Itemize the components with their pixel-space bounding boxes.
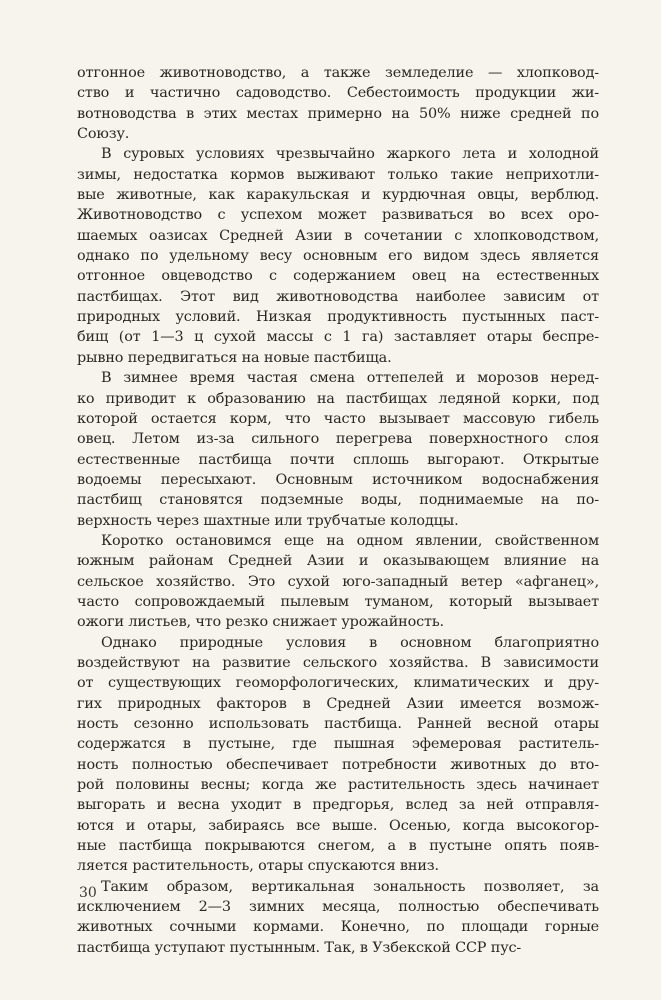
text-line: выгорать и весна уходит в предгорья, вслед за ней отправля- [77, 797, 599, 814]
text-line: от существующих геоморфологических, климатических и дру- [77, 675, 599, 692]
text-line: естественные пастбища почти сплошь выгорают. Открытые [77, 451, 599, 468]
paragraph [77, 144, 599, 368]
paragraph [77, 633, 599, 877]
text-line: отгонное животноводство, а также земледелие — хлопковод- [77, 65, 599, 81]
text-line: ность сезонно использовать пастбища. Ранней весной отары [77, 716, 599, 732]
text-line: шаемых оазисах Средней Азии в сочетании с хлопководством, [77, 227, 599, 244]
text-line: природных условий. Низкая продуктивность пустынных паст- [77, 309, 599, 326]
page-number: 30 [79, 885, 97, 901]
text-line: пастбищ становятся подземные воды, поднимаемые на по- [77, 492, 599, 509]
text-line: бищ (от 1—3 ц сухой массы с 1 га) заставляет отары беспре- [77, 329, 599, 346]
text-line: ность полностью обеспечивает потребности животных до вто- [77, 756, 599, 773]
text-line: гих природных факторов в Средней Азии имеется возмож- [77, 695, 599, 712]
text-line: рой половины весны; когда же растительность здесь начинает [77, 777, 599, 794]
paragraph [77, 63, 599, 144]
text-line: вые животные, как каракульская и курдючная овцы, верблюд. [77, 187, 599, 204]
text-line: В зимнее время частая смена оттепелей и морозов неред- [101, 370, 599, 387]
text-line: отгонное овцеводство с содержанием овец на естественных [77, 268, 599, 285]
text-line: Однако природные условия в основном благоприятно [101, 634, 599, 651]
text-line: рывно передвигаться на новые пастбища. [77, 349, 392, 366]
text-line: Союзу. [77, 126, 130, 143]
paragraph [77, 368, 599, 531]
text-line: ные пастбища покрываются снегом, а в пустыне опять появ- [77, 838, 599, 855]
text-line: содержатся в пустыне, где пышная эфемеровая раститель- [77, 736, 599, 753]
text-line: южным районам Средней Азии и оказывающем влияние на [77, 553, 599, 570]
text-line: ко приводит к образованию на пастбищах ледяной корки, под [77, 390, 599, 407]
text-line: сельское хозяйство. Это сухой юго-западный ветер «афганец», [77, 573, 599, 590]
text-line: овец. Летом из-за сильного перегрева поверхностного слоя [77, 431, 599, 448]
text-line: Таким образом, вертикальная зональность позволяет, за [101, 878, 599, 895]
text-line: пастбища уступают пустынным. Так, в Узбекской ССР пус- [77, 939, 522, 956]
paragraph [77, 531, 599, 633]
text-line: ожоги листьев, что резко снижает урожайность. [77, 614, 444, 631]
text-line: ются и отары, забираясь все выше. Осенью, когда высокогор- [77, 817, 599, 834]
text-line: исключением 2—3 зимних месяца, полностью обеспечивать [77, 899, 599, 916]
text-line: водоемы пересыхают. Основным источником водоснабжения [77, 471, 599, 488]
text-line: которой остается корм, что часто вызывает массовую гибель [77, 410, 599, 427]
body-text [77, 63, 599, 958]
text-line: ляется растительность, отары спускаются вниз. [77, 858, 439, 875]
text-line: животных сочными кормами. Конечно, по площади горные [77, 919, 599, 936]
text-line: В суровых условиях чрезвычайно жаркого лета и холодной [101, 146, 599, 163]
text-line: верхность через шахтные или трубчатые колодцы. [77, 512, 459, 529]
text-line: однако по удельному весу основным его видом здесь является [77, 248, 599, 265]
text-line: Животноводство с успехом может развиваться во всех оро- [77, 207, 599, 224]
text-line: ство и частично садоводство. Себестоимость продукции жи- [77, 85, 599, 102]
text-line: Коротко остановимся еще на одном явлении, свойственном [101, 532, 599, 549]
paragraph [77, 877, 599, 958]
text-line: зимы, недостатка кормов выживают только такие неприхотли- [77, 166, 599, 183]
text-line: часто сопровождаемый пылевым туманом, который вызывает [77, 593, 599, 610]
text-line: воздействуют на развитие сельского хозяйства. В зависимости [77, 654, 599, 671]
text-line: пастбищах. Этот вид животноводства наиболее зависим от [77, 288, 599, 305]
text-line: вотноводства в этих местах примерно на 50% ниже средней по [77, 105, 599, 122]
